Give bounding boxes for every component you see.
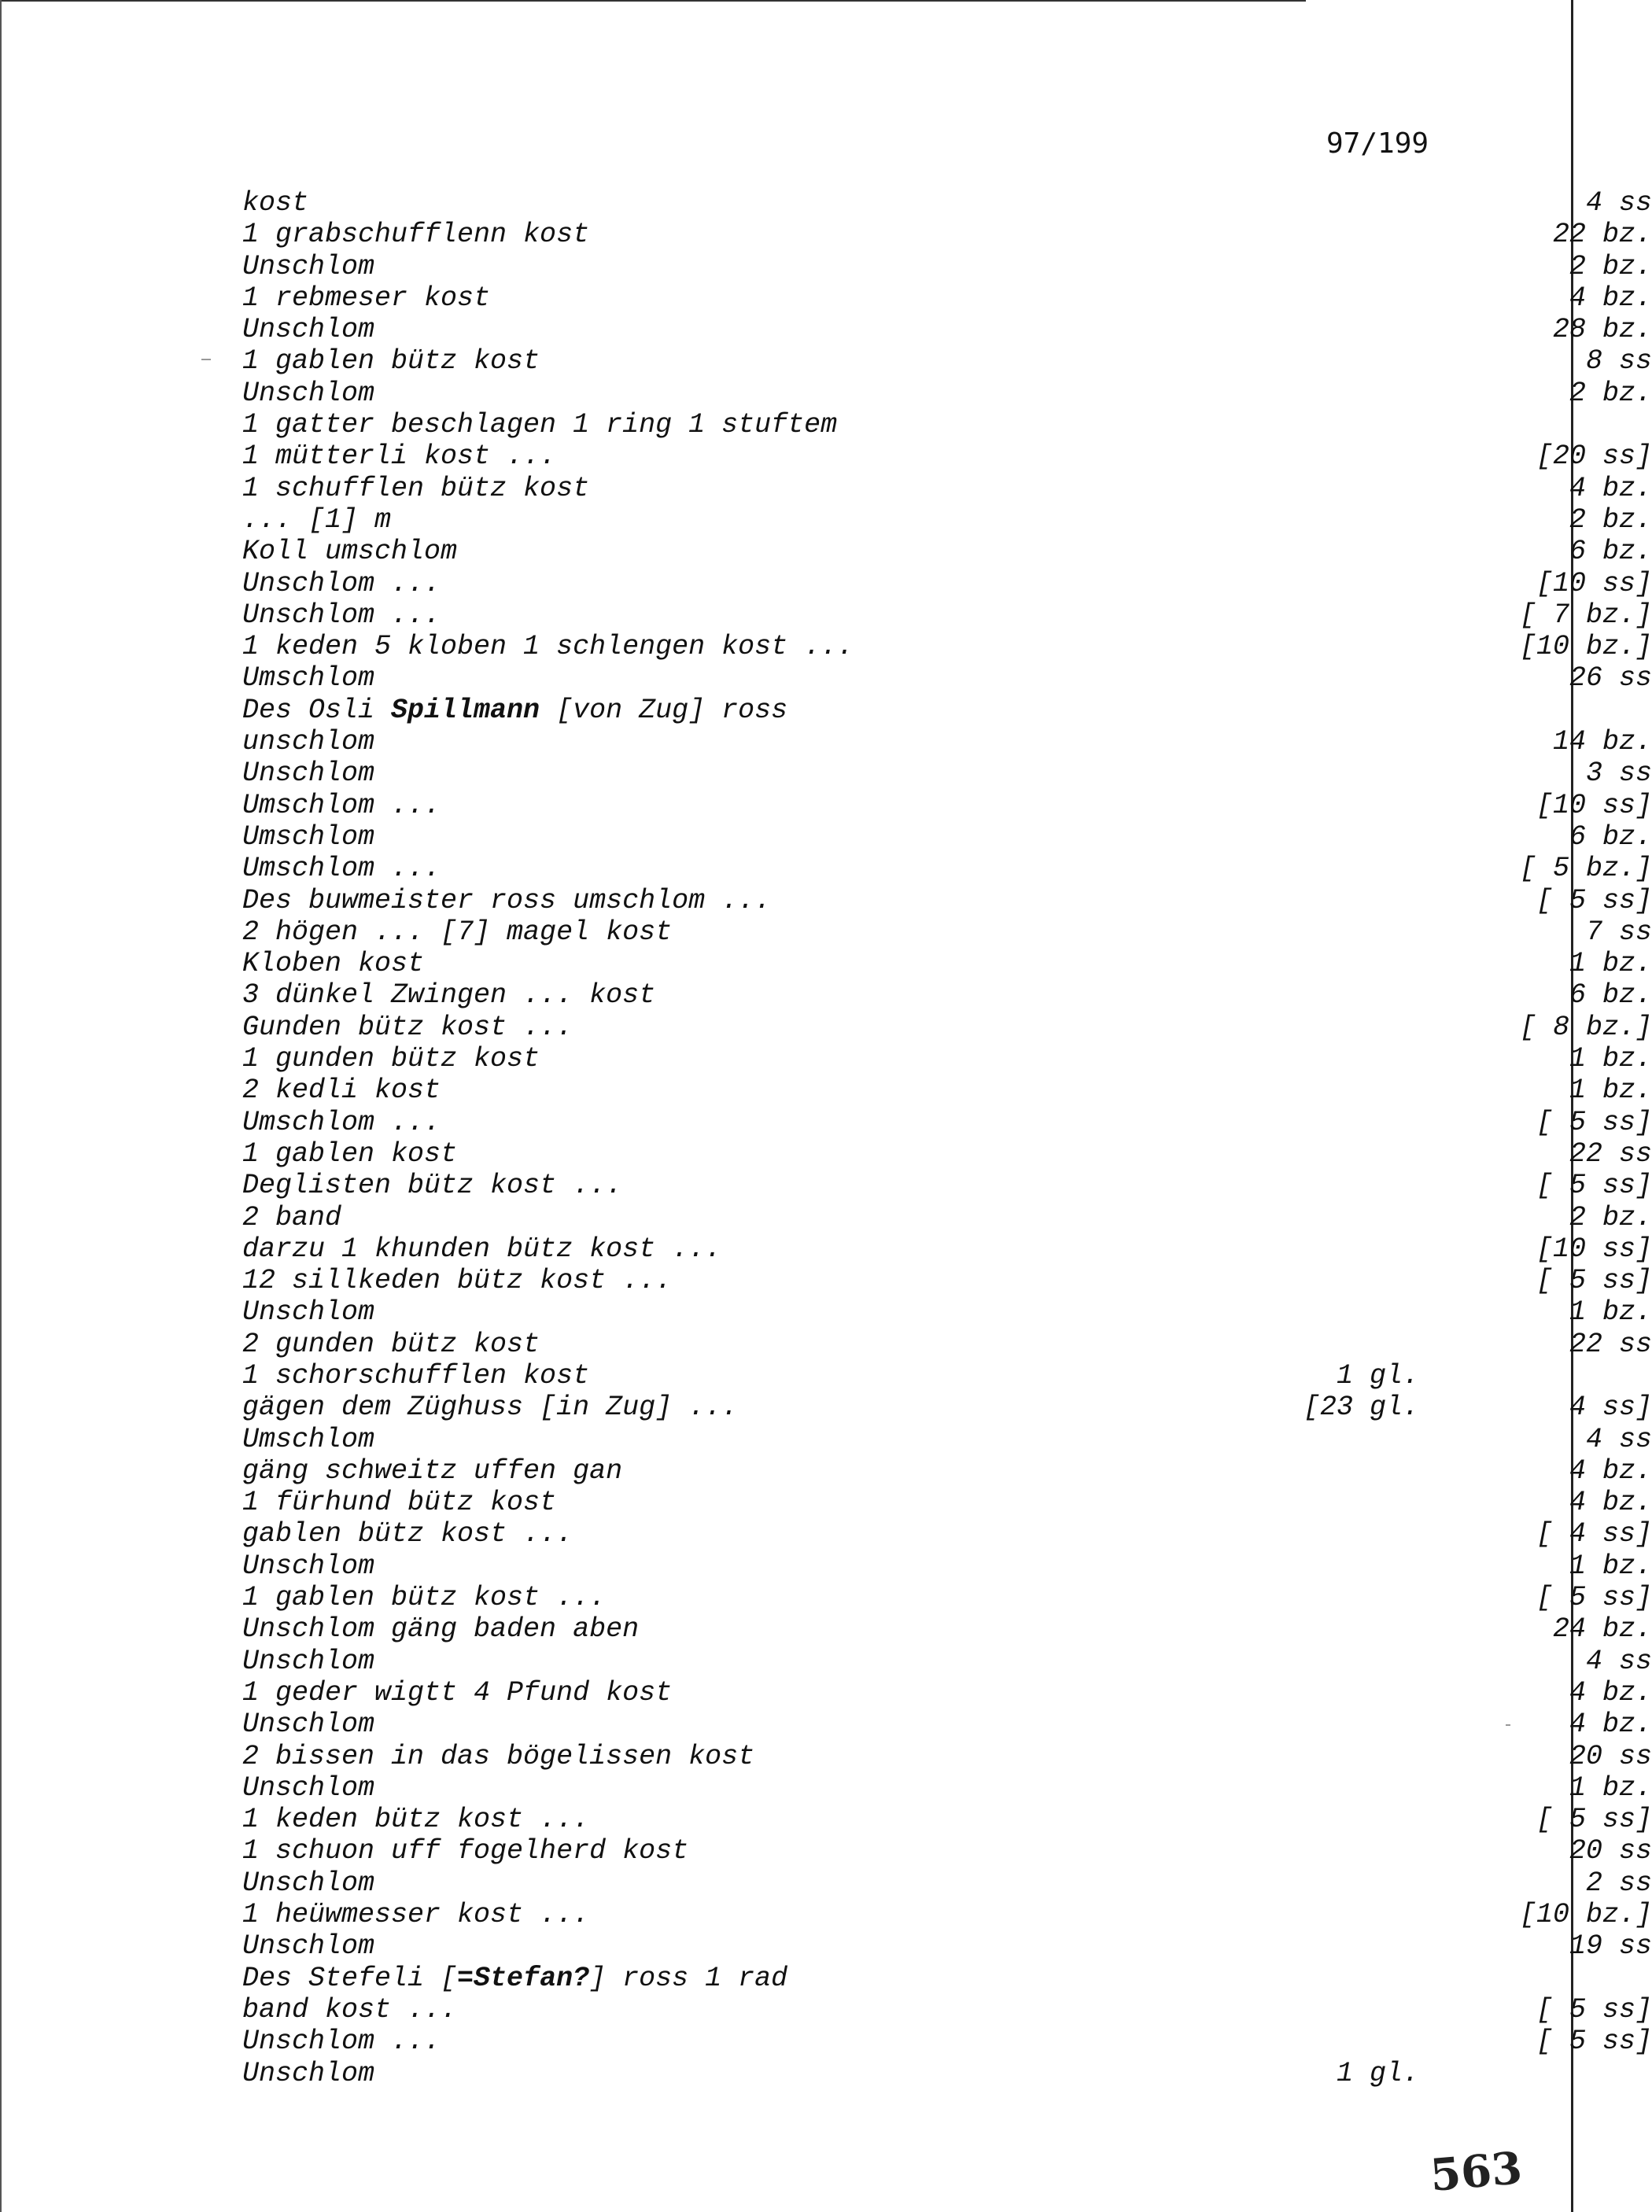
entry-amount: 28 bz.: [1552, 314, 1652, 346]
entry-description: 1 keden bütz kost ...: [242, 1804, 590, 1836]
entry-amount: 4 ss: [1585, 1645, 1652, 1677]
ledger-line: [242, 441, 1652, 473]
entry-description: ... [1] m: [242, 503, 392, 536]
entry-description: Unschlom: [242, 377, 375, 409]
ledger-line: [242, 409, 1438, 441]
ledger-line: [242, 1137, 1652, 1170]
ledger-line: [242, 1106, 1652, 1138]
ledger-line: [242, 884, 1652, 916]
entry-description: Unschlom: [242, 1709, 375, 1741]
entry-description: Umschlom ...: [242, 853, 441, 885]
ledger-line: [242, 1487, 1652, 1519]
entry-description: 2 bissen in das bögelissen kost: [242, 1740, 755, 1772]
entry-description: Deglisten bütz kost ...: [242, 1170, 623, 1202]
ledger-line: [242, 1804, 1652, 1836]
entry-amount: [ 5 ss]: [1536, 1106, 1652, 1138]
ledger-line: [242, 1835, 1652, 1867]
ledger-line: [242, 789, 1652, 821]
entry-description: gablen bütz kost ...: [242, 1518, 573, 1550]
scan-speck: [201, 359, 211, 360]
entry-description-part: Des Osli: [242, 694, 392, 726]
entry-description: Unschlom: [242, 1930, 375, 1963]
entry-description: 1 schuon uff fogelherd kost: [242, 1835, 689, 1867]
entry-description: Unschlom: [242, 1645, 375, 1677]
entry-amount: 22 ss: [1569, 1137, 1652, 1170]
ledger-line: [242, 1899, 1652, 1931]
entry-description: 1 gablen bütz kost: [242, 345, 540, 378]
entry-amount: 6 bz.: [1569, 979, 1652, 1012]
entry-description: 1 gunden bütz kost: [242, 1043, 540, 1075]
entry-amount: 22 bz.: [1552, 219, 1652, 251]
ledger-line: [242, 219, 1652, 251]
entry-description: [242, 1963, 787, 1994]
entry-amount: [10 ss]: [1536, 1233, 1652, 1265]
entry-amount: [ 5 ss]: [1536, 2026, 1652, 2058]
entry-amount: [10 bz.]: [1519, 631, 1652, 663]
ledger-line: [242, 979, 1652, 1012]
entry-amount: 1 bz.: [1569, 1296, 1652, 1329]
entry-description: 1 schorschufflen kost: [242, 1359, 590, 1392]
ledger-line: [242, 345, 1652, 378]
entry-amount: 4 bz.: [1569, 1676, 1652, 1709]
ledger-line: [242, 726, 1652, 758]
entry-description: 2 högen ... [7] magel kost: [242, 916, 673, 948]
ledger-line: [242, 1233, 1652, 1265]
ledger-line: [242, 916, 1652, 948]
entry-amount: [ 5 ss]: [1536, 1170, 1652, 1202]
entry-description: Unschlom gäng baden aben: [242, 1613, 640, 1646]
entry-description-part: ] ross 1 rad: [589, 1962, 788, 1994]
entry-description: Unschlom: [242, 758, 375, 790]
archive-stamp-number: 563: [1428, 2142, 1525, 2202]
ledger-line: [242, 599, 1652, 631]
entry-description: 2 kedli kost: [242, 1075, 441, 1107]
entry-description: [242, 695, 787, 726]
entry-description: kost: [242, 187, 309, 219]
entry-amount: 2 ss: [1585, 1867, 1652, 1899]
entry-amount: 4 bz.: [1569, 1487, 1652, 1519]
ledger-line: [242, 1740, 1652, 1772]
entry-amount: [10 ss]: [1536, 567, 1652, 599]
ledger-line: [242, 758, 1652, 790]
entry-description: Umschlom ...: [242, 789, 441, 821]
entry-amount: 7 ss: [1585, 916, 1652, 948]
entry-amount: 8 ss: [1585, 345, 1652, 378]
ledger-line: [242, 631, 1652, 663]
ledger-line: [242, 1709, 1652, 1741]
entry-amount: [ 5 ss]: [1536, 1993, 1652, 2026]
entry-description: gägen dem Züghuss [in Zug] ...: [242, 1392, 739, 1424]
entry-amount: 14 bz.: [1552, 726, 1652, 758]
ledger-line: [242, 1265, 1652, 1297]
entry-amount: 1 bz.: [1569, 1771, 1652, 1804]
ledger-line: [242, 1550, 1652, 1582]
entry-amount: 20 ss: [1569, 1835, 1652, 1867]
ledger-line: [242, 853, 1652, 885]
entry-description: Unschlom: [242, 1550, 375, 1582]
entry-amount: 4 ss: [1585, 187, 1652, 219]
entry-description: Umschlom: [242, 1423, 375, 1455]
entry-description: Unschlom: [242, 1296, 375, 1329]
entry-amount: 4 ss: [1585, 1423, 1652, 1455]
entry-description: 1 fürhund bütz kost: [242, 1487, 557, 1519]
ledger-entries: [242, 187, 1652, 2089]
entry-amount: 4 bz.: [1569, 1454, 1652, 1487]
entry-description: 1 gatter beschlagen 1 ring 1 stuftem: [242, 409, 838, 441]
entry-amount: [ 8 bz.]: [1519, 1011, 1652, 1043]
entry-amount: 19 ss: [1569, 1930, 1652, 1963]
ledger-line: [242, 1930, 1652, 1963]
entry-amount: 22 ss: [1569, 1328, 1652, 1360]
ledger-line: [242, 282, 1652, 314]
entry-description: Unschlom: [242, 250, 375, 282]
entry-amount: 2 bz.: [1569, 250, 1652, 282]
entry-description: 1 mütterli kost ...: [242, 441, 557, 473]
entry-gulden-amount: 1 gl.: [1336, 2057, 1419, 2089]
entry-description-part: Des Stefeli [: [242, 1962, 458, 1994]
ledger-line: [242, 1645, 1652, 1677]
ledger-line: [242, 1771, 1652, 1804]
entry-description: 3 dünkel Zwingen ... kost: [242, 979, 656, 1012]
entry-description: 1 gablen bütz kost ...: [242, 1582, 607, 1614]
ledger-line: [242, 1963, 1438, 1994]
entry-amount: 4 bz.: [1569, 472, 1652, 504]
ledger-line: [242, 536, 1652, 568]
ledger-line: [242, 1170, 1652, 1202]
entry-description-bold: =Stefan?: [457, 1962, 590, 1994]
ledger-line: [242, 1613, 1652, 1646]
ledger-line: [242, 662, 1652, 695]
entry-description: 1 grabschufflenn kost: [242, 219, 590, 251]
ledger-line: [242, 2026, 1652, 2058]
ledger-line: [242, 2058, 1438, 2089]
ledger-line: [242, 250, 1652, 282]
ledger-line: [242, 1075, 1652, 1107]
ledger-line: [242, 503, 1652, 536]
entry-description: Unschlom: [242, 2057, 375, 2089]
entry-description: Kloben kost: [242, 948, 425, 980]
entry-amount: 1 bz.: [1569, 1043, 1652, 1075]
entry-amount: 20 ss: [1569, 1740, 1652, 1772]
entry-amount: [20 ss]: [1536, 441, 1652, 473]
entry-description: darzu 1 khunden bütz kost ...: [242, 1233, 722, 1265]
entry-description: 1 gablen kost: [242, 1137, 458, 1170]
entry-description: 1 geder wigtt 4 Pfund kost: [242, 1676, 673, 1709]
entry-amount: [ 5 ss]: [1536, 884, 1652, 916]
ledger-line: [242, 314, 1652, 346]
entry-description: unschlom: [242, 726, 375, 758]
entry-amount: [ 5 ss]: [1536, 1582, 1652, 1614]
entry-gulden-amount: [23 gl.: [1303, 1392, 1419, 1424]
entry-description: Unschlom: [242, 314, 375, 346]
entry-description: Unschlom ...: [242, 2026, 441, 2058]
entry-amount: 4 bz.: [1569, 1709, 1652, 1741]
ledger-line: [242, 1360, 1438, 1392]
entry-description: 1 keden 5 kloben 1 schlengen kost ...: [242, 631, 854, 663]
entry-amount: [ 4 ss]: [1536, 1518, 1652, 1550]
entry-description-bold: Spillmann: [391, 694, 540, 726]
entry-description: band kost ...: [242, 1993, 458, 2026]
entry-amount: [10 ss]: [1536, 789, 1652, 821]
entry-description: Unschlom ...: [242, 567, 441, 599]
entry-description: Unschlom ...: [242, 599, 441, 631]
entry-description: 1 rebmeser kost: [242, 282, 491, 314]
entry-amount: 1 bz.: [1569, 1075, 1652, 1107]
entry-amount: 6 bz.: [1569, 820, 1652, 853]
entry-description: 1 schufflen bütz kost: [242, 472, 590, 504]
entry-description: Des buwmeister ross umschlom ...: [242, 884, 772, 916]
entry-amount: 2 bz.: [1569, 503, 1652, 536]
entry-amount: 2 bz.: [1569, 377, 1652, 409]
ledger-line: [242, 1011, 1652, 1043]
ledger-line: [242, 187, 1652, 219]
ledger-line: [242, 948, 1652, 980]
ledger-line: [242, 1423, 1652, 1455]
entry-amount: [ 7 bz.]: [1519, 599, 1652, 631]
ledger-line: [242, 1043, 1652, 1075]
page-number: 97/199: [1326, 127, 1429, 160]
ledger-line: [242, 1867, 1652, 1899]
ledger-line: [242, 820, 1652, 853]
ledger-line: [242, 1993, 1652, 2026]
entry-description: Unschlom: [242, 1771, 375, 1804]
entry-description: gäng schweitz uffen gan: [242, 1454, 623, 1487]
entry-description: Umschlom: [242, 820, 375, 853]
entry-description: Koll umschlom: [242, 536, 458, 568]
entry-amount: 1 bz.: [1569, 1550, 1652, 1582]
ledger-line: [242, 1392, 1652, 1424]
entry-amount: 6 bz.: [1569, 536, 1652, 568]
entry-amount: 2 bz.: [1569, 1201, 1652, 1233]
entry-amount: [ 5 ss]: [1536, 1265, 1652, 1297]
ledger-line: [242, 567, 1652, 599]
entry-amount: [ 5 bz.]: [1519, 853, 1652, 885]
scan-border-top: [0, 0, 1306, 2]
entry-amount: 4 bz.: [1569, 282, 1652, 314]
ledger-line: [242, 1328, 1652, 1360]
scan-border-left: [0, 0, 2, 2212]
entry-amount: 26 ss: [1569, 662, 1652, 695]
entry-description: 12 sillkeden bütz kost ...: [242, 1265, 673, 1297]
entry-amount: [ 5 ss]: [1536, 1804, 1652, 1836]
entry-amount: 24 bz.: [1552, 1613, 1652, 1646]
entry-amount: 1 bz.: [1569, 948, 1652, 980]
entry-description-part: [von Zug] ross: [540, 694, 788, 726]
entry-description: 1 heüwmesser kost ...: [242, 1899, 590, 1931]
entry-description: Umschlom ...: [242, 1106, 441, 1138]
entry-amount: 3 ss: [1585, 758, 1652, 790]
entry-description: 2 band: [242, 1201, 342, 1233]
entry-description: Unschlom: [242, 1867, 375, 1899]
ledger-line: [242, 1518, 1652, 1550]
entry-gulden-amount: 1 gl.: [1336, 1359, 1419, 1392]
ledger-line: [242, 1676, 1652, 1709]
entry-description: Gunden bütz kost ...: [242, 1011, 573, 1043]
entry-description: Umschlom: [242, 662, 375, 695]
ledger-line: [242, 472, 1652, 504]
ledger-line: [242, 1296, 1652, 1329]
ledger-line: [242, 695, 1438, 726]
entry-amount: [10 bz.]: [1519, 1899, 1652, 1931]
entry-amount: 4 ss]: [1569, 1392, 1652, 1424]
ledger-line: [242, 1201, 1652, 1233]
entry-description: 2 gunden bütz kost: [242, 1328, 540, 1360]
ledger-line: [242, 377, 1652, 409]
ledger-line: [242, 1454, 1652, 1487]
ledger-line: [242, 1582, 1652, 1614]
